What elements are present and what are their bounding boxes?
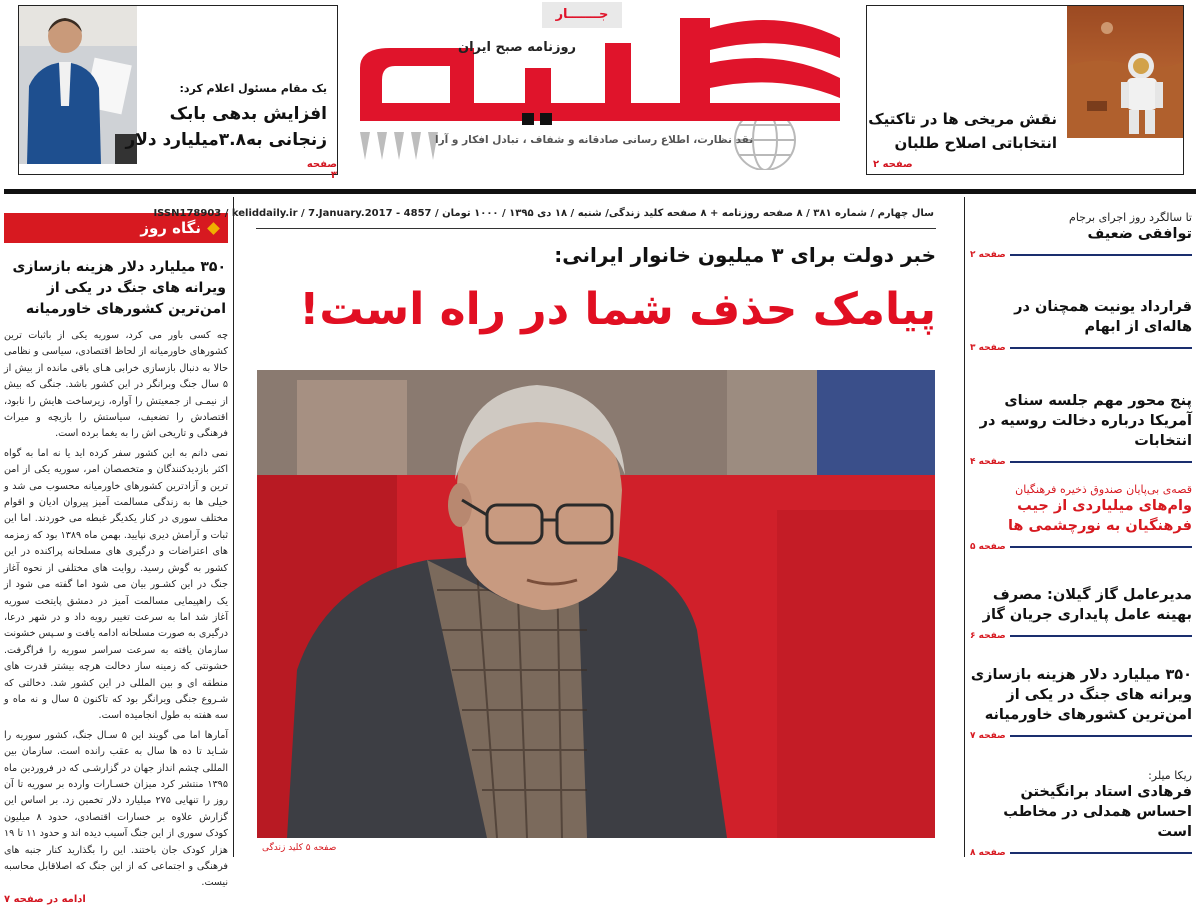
top-left-title-1: افزایش بدهی بابک: [169, 104, 327, 124]
left-column: [4, 213, 229, 905]
right-item-2-rule: [1010, 347, 1192, 349]
issue-info-line: سال چهارم / شماره ۳۸۱ / ۸ صفحه روزنامه + ۸ صفحه کلید زندگی/ شنبه / ۱۸ دی ۱۳۹۵ / ۱۰۰۰ تومان / 4857 - ISSN178903 / keliddaily.ir / 7.January.2017: [153, 208, 934, 219]
right-item-1-title: توافقی ضعیف: [1087, 226, 1192, 242]
diamond-icon: [207, 222, 220, 235]
divider-right: [964, 197, 965, 857]
right-item-6-footer: [970, 731, 1192, 741]
top-right-teaser[interactable]: [866, 5, 1184, 175]
right-item-4-rule: [1010, 546, 1192, 548]
header-rule: [4, 189, 1196, 194]
right-item-6-rule: [1010, 735, 1192, 737]
photo-caption: صفحه ۵ کلید زندگی: [262, 843, 337, 853]
right-item-2-page: صفحه ۳: [970, 343, 1006, 353]
right-item-2[interactable]: [970, 297, 1192, 353]
left-article-title[interactable]: ۳۵۰ میلیارد دلار هزینه بازسازی ویرانه های جنگ در یکی از امن‌ترین کشورهای خاورمیانه: [12, 259, 226, 317]
right-item-7-page: صفحه ۸: [970, 848, 1006, 858]
right-item-3-rule: [1010, 461, 1192, 463]
top-left-title-2: زنجانی به۳.۸میلیارد دلار: [125, 130, 327, 150]
right-item-7-rule: [1010, 852, 1192, 854]
top-right-title-2: انتخاباتی اصلاح طلبان: [894, 134, 1057, 152]
right-item-1[interactable]: [970, 211, 1192, 260]
right-item-3[interactable]: [970, 391, 1192, 467]
right-item-7-kicker: ریکا میلر:: [1148, 769, 1192, 782]
right-item-1-rule: [1010, 254, 1192, 256]
right-item-1-footer: [970, 250, 1192, 260]
divider-left: [233, 197, 234, 857]
right-item-3-title: پنج محور مهم جلسه سنای آمریکا درباره دخالت روسیه در انتخابات: [979, 393, 1192, 449]
right-item-5-title: مدیرعامل گاز گیلان: مصرف بهینه عامل پایداری جریان گاز: [982, 587, 1192, 623]
masthead-slogan: نقد نظارت، اطلاع رسانی صادقانه و شفاف ، تبادل افکار و آرا: [435, 134, 754, 146]
right-item-1-page: صفحه ۲: [970, 250, 1006, 260]
main-photo: [257, 370, 935, 838]
left-article-p1: چه کسی باور می کرد، سوریه یکی از باثبات ترین کشورهای خاورمیانه از لحاظ اقتصادی، سیاسی و نظامی حالا به دنبال بازسازی خرابی هـای باقی مانده از بیش از ۵ سال جنگ وبرانگر در این کشور باشد. جنگی که بیش از نیمـی از جمعیتش را آواره، زیرساخت هایش را نابود، اقتصادش را تضعیف، سیاستش را بازیچه و میراث فرهنگی و تاریخی اش را به یغما برده است.: [4, 330, 228, 440]
top-right-title-1: نقش مریخی ها در تاکتیک: [868, 110, 1057, 128]
right-item-4-page: صفحه ۵: [970, 542, 1006, 552]
main-headline[interactable]: پیامک حذف شما در راه است!: [299, 284, 936, 335]
section-label: نگاه روز: [140, 219, 201, 237]
right-item-2-title: قرارداد یونیت همچنان در هاله‌ای از ابهام: [1014, 299, 1192, 335]
right-item-2-footer: [970, 343, 1192, 353]
teaser-photo-right: [1067, 6, 1183, 138]
right-item-6-title: ۳۵۰ میلیارد دلار هزینه بازسازی ویرانه های جنگ در یکی از امن‌ترین کشورهای خاورمیانه: [970, 667, 1192, 723]
left-article-continued[interactable]: ادامه در صفحه ۷: [4, 893, 86, 905]
masthead-stamp: جـــــــار: [542, 2, 622, 28]
right-item-5-footer: [970, 631, 1192, 641]
right-item-5-rule: [1010, 635, 1192, 637]
right-item-1-kicker: تا سالگرد روز اجرای برجام: [1069, 211, 1192, 224]
issue-info-rule: [256, 228, 936, 229]
right-item-5[interactable]: [970, 585, 1192, 641]
right-item-3-page: صفحه ۴: [970, 457, 1006, 467]
right-item-5-page: صفحه ۶: [970, 631, 1006, 641]
main-kicker: خبر دولت برای ۳ میلیون خانوار ایرانی:: [554, 243, 936, 267]
teaser-photo-left: [19, 6, 137, 164]
right-item-7-title: فرهادی استاد برانگیختن احساس همدلی در مخاطب است: [1003, 784, 1192, 840]
top-left-teaser[interactable]: [18, 5, 338, 181]
right-item-4-kicker: قصه‌ی بی‌پایان صندوق ذخیره فرهنگیان: [1015, 483, 1192, 496]
top-right-page: صفحه ۲: [873, 159, 913, 170]
right-item-6-page: صفحه ۷: [970, 731, 1006, 741]
masthead: [350, 0, 860, 185]
right-item-4-title: وام‌های میلیاردی از جیب فرهنگیان به نورچشمی ها: [1007, 498, 1192, 534]
right-item-4[interactable]: [970, 483, 1192, 552]
left-article-p2: نمی دانم به این کشور سفر کرده اید یا نه اما به گواه اکثر بازدیدکنندگان و متخصصان امر، سوریه یکی از امن ترین و آزادترین کشورهای خاورمیانه محسوب می شد و خیلی ها به زندگی مسالمت آمیز پیروان ادیان و اقوام مختلف سوری در کنار یکدیگر غبطه می خوردند. اما این ثبات و آرامش دیری نپایید. بهمن ماه ۱۳۸۹ بود که زمزمه های اعتراضات و درگیری های مسلحانه پراکنده در این کشور به گوش رسید. روایت های مختلفی از نحوه آغاز جنگ در این کشـور بیان می شود اما گفته می شود از یک راهپیمایی مسالمت آمیز در دمشق پایتخت سوریه آغاز شد اما به سرعت تغییر رویه داد و در شهر درعا، درگیری به صورت مسلحانه ادامه یافت و سـپس خشونت سازمان یافته به سرعت سراسر سوریه را فراگرفت. خشونتی که زمینه ساز دخالت هرچه بیشتر قدرت های منطقه ای و بین المللی در این کشور شد. دخالتی که شـروع جنگی ویرانگر بود که تاکنون ۵ سال و نه ماه و سه هفته به طول انجامیده است.: [4, 447, 228, 722]
right-item-3-footer: [970, 457, 1192, 467]
right-item-6[interactable]: [970, 665, 1192, 741]
top-left-page: صفحه ۳: [306, 159, 337, 181]
right-item-7-footer: [970, 848, 1192, 858]
top-left-kicker: یک مقام مسئول اعلام کرد:: [179, 82, 327, 95]
masthead-subtitle: روزنامه صبح ایران: [458, 40, 577, 55]
right-item-7[interactable]: [970, 769, 1192, 858]
left-article-p3: آمارها اما می گویند این ۵ سـال جنگ، کشور سوریه را شـاید تا ده ها سال به عقب رانده است. سازمان بین المللی چشم انداز جهان در گزارشـی که در فروردین ماه ۱۳۹۵ منتشر کرد میزان خسـارات وارده بر سوریه تا آن روز را تنهایی ۲۷۵ میلیارد دلار تخمین زد. بر اساس این گزارش علاوه بر خسارات اقتصادی، حدود ۸ میلیون کودک سوری از این جنگ آسیب دیده اند و حدود ۱۱ تا ۱۹ هزار کودک جان باختند. این را بگذارید کنار جنبه های فرهنگی و اجتماعی که از این جنگ که اصلاقابل محاسبه نیست.: [4, 729, 229, 889]
right-item-4-footer: [970, 542, 1192, 552]
